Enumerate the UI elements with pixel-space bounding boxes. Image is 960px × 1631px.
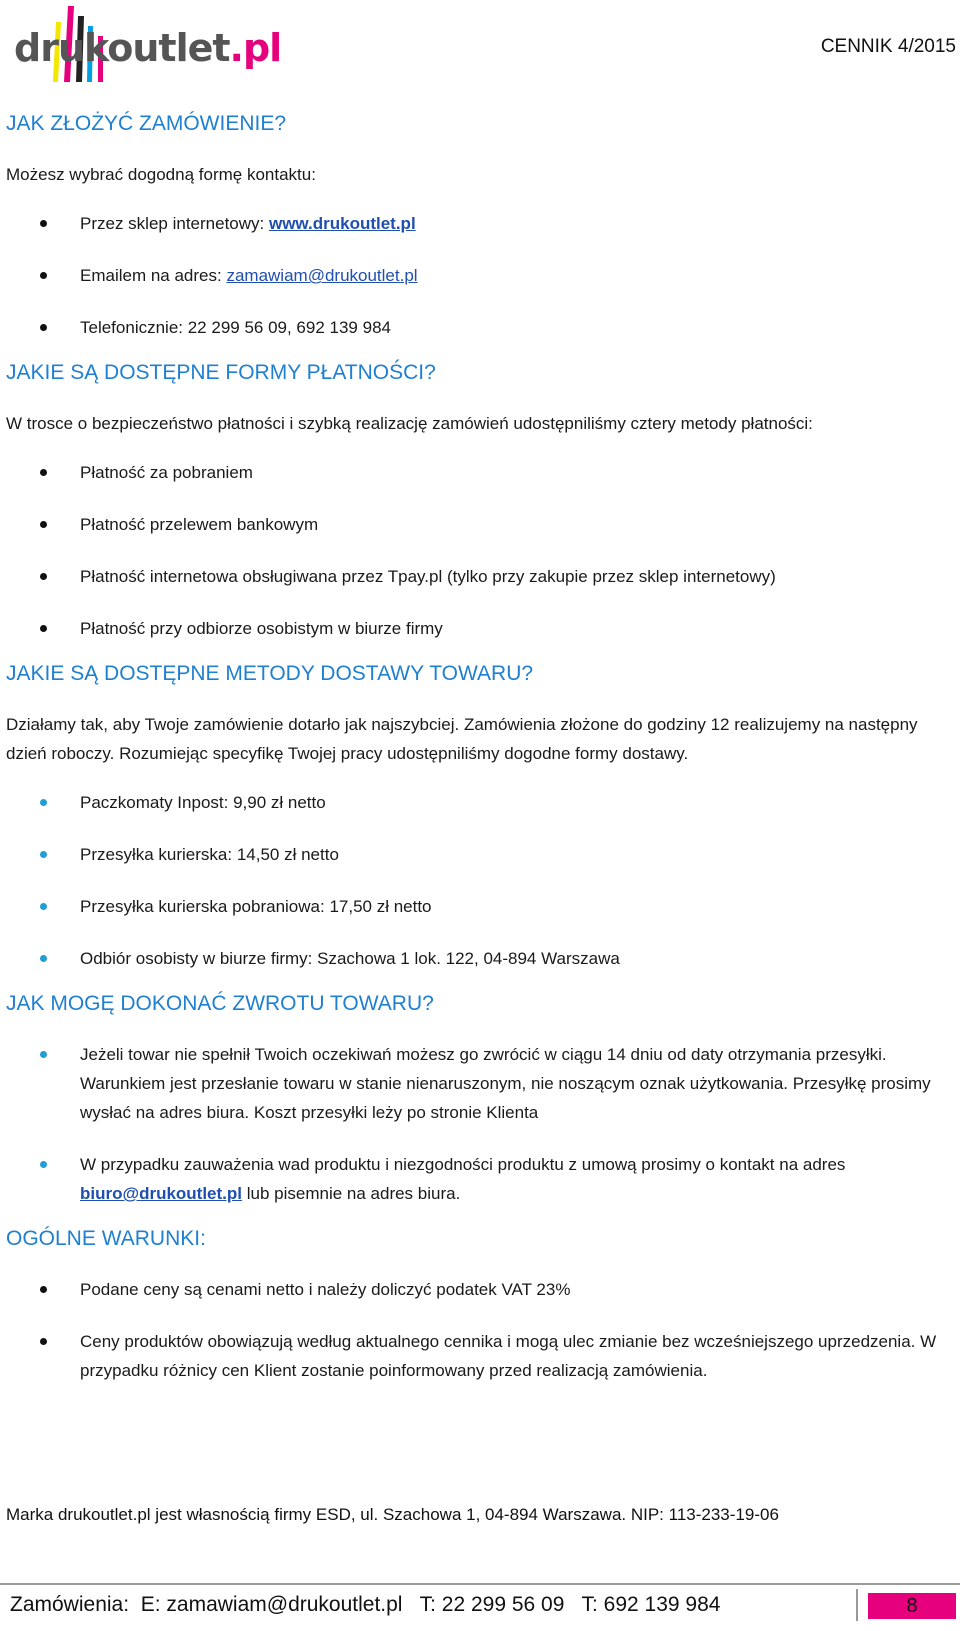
bullet-icon	[40, 469, 47, 476]
list-item: W przypadku zauważenia wad produktu i niezgodności produktu z umową prosimy o kontakt na adres biuro@drukoutlet.pl lub pisemnie na adres biura.	[6, 1150, 954, 1208]
office-email-link[interactable]: biuro@drukoutlet.pl	[80, 1184, 243, 1203]
shop-link[interactable]: www.drukoutlet.pl	[268, 214, 416, 233]
list-item: Płatność za pobraniem	[6, 458, 954, 487]
section-title-payment: JAKIE SĄ DOSTĘPNE FORMY PŁATNOŚCI?	[6, 361, 436, 384]
page-footer	[0, 1583, 960, 1631]
bullet-icon	[40, 1338, 47, 1345]
bullet-icon	[40, 625, 47, 632]
bullet-icon	[40, 955, 47, 962]
brand-logo	[8, 2, 282, 86]
list-item: Przesyłka kurierska: 14,50 zł netto	[6, 840, 954, 869]
section-title-order: JAK ZŁOŻYĆ ZAMÓWIENIE?	[6, 112, 287, 135]
bullet-icon	[40, 573, 47, 580]
delivery-methods-list	[6, 788, 954, 973]
list-item: Odbiór osobisty w biurze firmy: Szachowa 1 lok. 122, 04-894 Warszawa	[6, 944, 954, 973]
logo-wordmark: drukoutlet.pl	[14, 26, 282, 70]
order-email-link[interactable]: zamawiam@drukoutlet.pl	[226, 266, 418, 285]
payment-methods-list	[6, 458, 954, 643]
list-item: Przesyłka kurierska pobraniowa: 17,50 zł netto	[6, 892, 954, 921]
delivery-intro: Działamy tak, aby Twoje zamówienie dotarło jak najszybciej. Zamówienia złożone do godziny 12 realizujemy na następny dzień roboczy. Rozumiejąc specyfikę Twojej pracy udostępniliśmy dogodne formy dostawy.	[6, 715, 918, 763]
section-title-returns: JAK MOGĘ DOKONAĆ ZWROTU TOWARU?	[6, 992, 434, 1015]
order-intro: Możesz wybrać dogodną formę kontaktu:	[6, 165, 316, 184]
payment-intro: W trosce o bezpieczeństwo płatności i szybką realizację zamówień udostępniliśmy cztery metody płatności:	[6, 414, 813, 433]
list-item: Płatność przelewem bankowym	[6, 510, 954, 539]
bullet-icon	[40, 324, 47, 331]
section-title-terms: OGÓLNE WARUNKI:	[6, 1227, 206, 1250]
list-item: Płatność przy odbiorze osobistym w biurze firmy	[6, 614, 954, 643]
list-item: Jeżeli towar nie spełnił Twoich oczekiwań możesz go zwrócić w ciągu 14 dniu od daty otrzymania przesyłki. Warunkiem jest przesłanie towaru w stanie nienaruszonym, nie noszącym oznak użytkowania. Przesyłkę prosimy wysłać na adres biura. Koszt przesyłki leży po stronie Klienta	[6, 1040, 954, 1127]
page-number: 8	[868, 1593, 956, 1619]
bullet-icon	[40, 521, 47, 528]
bullet-icon	[40, 1051, 47, 1058]
order-contact-list	[6, 209, 954, 342]
list-item: Ceny produktów obowiązują według aktualnego cennika i mogą ulec zmianie bez wcześniejszego uprzedzenia. W przypadku różnicy cen Klient zostanie poinformowany przed realizacją zamówienia.	[6, 1327, 954, 1385]
document-body	[6, 108, 954, 1408]
list-item: Paczkomaty Inpost: 9,90 zł netto	[6, 788, 954, 817]
bullet-icon	[40, 799, 47, 806]
bullet-icon	[40, 272, 47, 279]
section-title-delivery: JAKIE SĄ DOSTĘPNE METODY DOSTAWY TOWARU?	[6, 662, 534, 685]
list-item: Płatność internetowa obsługiwana przez Tpay.pl (tylko przy zakupie przez sklep internetowy)	[6, 562, 954, 591]
footer-contact-line: Zamówienia: E: zamawiam@drukoutlet.pl T: 22 299 56 09 T: 692 139 984	[10, 1593, 721, 1616]
terms-list	[6, 1275, 954, 1385]
bullet-icon	[40, 851, 47, 858]
list-item: Telefonicznie: 22 299 56 09, 692 139 984	[6, 313, 954, 342]
list-item: Emailem na adres: zamawiam@drukoutlet.pl	[6, 261, 954, 290]
list-item: Podane ceny są cenami netto i należy doliczyć podatek VAT 23%	[6, 1275, 954, 1304]
bullet-icon	[40, 220, 47, 227]
company-note: Marka drukoutlet.pl jest własnością firmy ESD, ul. Szachowa 1, 04-894 Warszawa. NIP: 113-233-19-06	[6, 1505, 779, 1524]
bullet-icon	[40, 903, 47, 910]
bullet-icon	[40, 1161, 47, 1168]
bullet-icon	[40, 1286, 47, 1293]
list-item: Przez sklep internetowy: www.drukoutlet.pl	[6, 209, 954, 238]
price-list-label: CENNIK 4/2015	[820, 36, 956, 57]
page-number-box	[856, 1589, 956, 1621]
returns-list	[6, 1040, 954, 1208]
